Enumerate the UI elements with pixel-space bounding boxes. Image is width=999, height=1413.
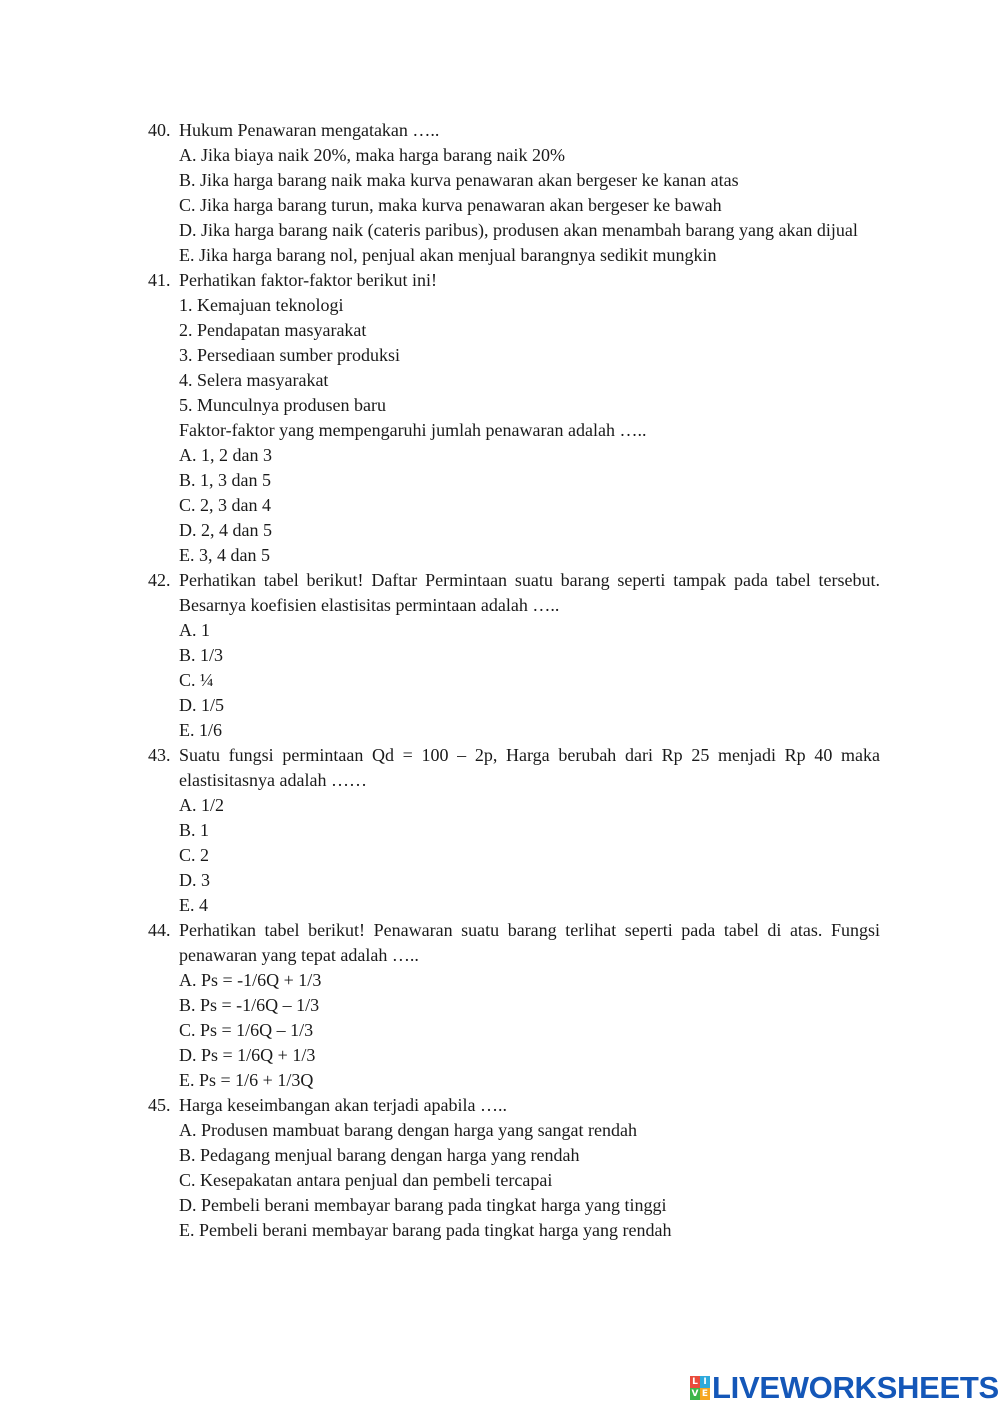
option-line: E. Pembeli berani membayar barang pada tingkat harga yang rendah [179,1220,672,1240]
option-line: D. 3 [179,870,210,890]
option-line: C. Kesepakatan antara penjual dan pembeli tercapai [179,1170,553,1190]
option-line: E. 1/6 [179,720,222,740]
factor-line: 4. Selera masyarakat [179,370,329,390]
option-line: A. 1/2 [179,795,224,815]
option-line: A. Produsen mambuat barang dengan harga yang sangat rendah [179,1120,638,1140]
logo-tile-i: I [700,1376,710,1388]
liveworksheets-logo [690,1370,999,1405]
question-text: Harga keseimbangan akan terjadi apabila ….. [179,1095,508,1115]
factor-line: 2. Pendapatan masyarakat [179,320,367,340]
option-line: B. Jika harga barang naik maka kurva penawaran akan bergeser ke kanan atas [179,170,739,190]
question-43 [148,743,880,918]
option-line: E. 3, 4 dan 5 [179,545,270,565]
option-line: D. Ps = 1/6Q + 1/3 [179,1045,316,1065]
option-line: A. 1 [179,620,210,640]
option-line: C. ¼ [179,670,214,690]
option-line: B. 1, 3 dan 5 [179,470,271,490]
option-line: C. Jika harga barang turun, maka kurva penawaran akan bergeser ke bawah [179,195,722,215]
question-number: 44. [148,920,171,940]
liveworksheets-logo-text: LIVEWORKSHEETS [712,1370,999,1405]
question-45 [148,1093,880,1243]
option-line: B. Ps = -1/6Q – 1/3 [179,995,320,1015]
option-line: E. Jika harga barang nol, penjual akan menjual barangnya sedikit mungkin [179,245,717,265]
question-text: Perhatikan faktor-faktor berikut ini! [179,270,438,290]
option-line: D. Pembeli berani membayar barang pada tingkat harga yang tinggi [179,1195,667,1215]
option-line: C. 2 [179,845,210,865]
option-line: C. Ps = 1/6Q – 1/3 [179,1020,314,1040]
logo-tile-v: V [691,1389,699,1399]
question-text: Perhatikan tabel berikut! Daftar Permintaan suatu barang seperti tampak pada tabel tersebut. Besarnya koefisien elastisitas permintaan adalah ….. [179,570,880,615]
option-line: D. Jika harga barang naik (cateris paribus), produsen akan menambah barang yang akan dijual [179,220,858,240]
option-line: D. 1/5 [179,695,224,715]
question-number: 41. [148,270,171,290]
option-line: E. Ps = 1/6 + 1/3Q [179,1070,314,1090]
question-text: Suatu fungsi permintaan Qd = 100 – 2p, Harga berubah dari Rp 25 menjadi Rp 40 maka elastisitasnya adalah …… [179,745,880,790]
worksheet-content [148,118,880,1243]
option-line: B. 1/3 [179,645,224,665]
question-number: 45. [148,1095,171,1115]
question-44 [148,918,880,1093]
question-42 [148,568,880,743]
factor-line: 5. Munculnya produsen baru [179,395,386,415]
option-line: B. Pedagang menjual barang dengan harga yang rendah [179,1145,580,1165]
question-text: Hukum Penawaran mengatakan ….. [179,120,440,140]
option-line: C. 2, 3 dan 4 [179,495,271,515]
option-line: E. 4 [179,895,208,915]
question-number: 43. [148,745,171,765]
logo-tile-e: E [701,1389,709,1399]
option-line: D. 2, 4 dan 5 [179,520,272,540]
question-number: 40. [148,120,171,140]
option-line: B. 1 [179,820,210,840]
question-text: Perhatikan tabel berikut! Penawaran suatu barang terlihat seperti pada tabel di atas. Fungsi penawaran yang tepat adalah ….. [179,920,880,965]
option-line: A. Ps = -1/6Q + 1/3 [179,970,322,990]
liveworksheets-logo-icon [690,1376,710,1400]
option-line: A. 1, 2 dan 3 [179,445,272,465]
question-41 [148,268,880,568]
question-prompt: Faktor-faktor yang mempengaruhi jumlah penawaran adalah ….. [179,420,647,440]
question-number: 42. [148,570,171,590]
factor-line: 3. Persediaan sumber produksi [179,345,400,365]
option-line: A. Jika biaya naik 20%, maka harga barang naik 20% [179,145,566,165]
factor-line: 1. Kemajuan teknologi [179,295,344,315]
logo-tile-l: L [690,1376,700,1388]
question-40 [148,118,880,268]
